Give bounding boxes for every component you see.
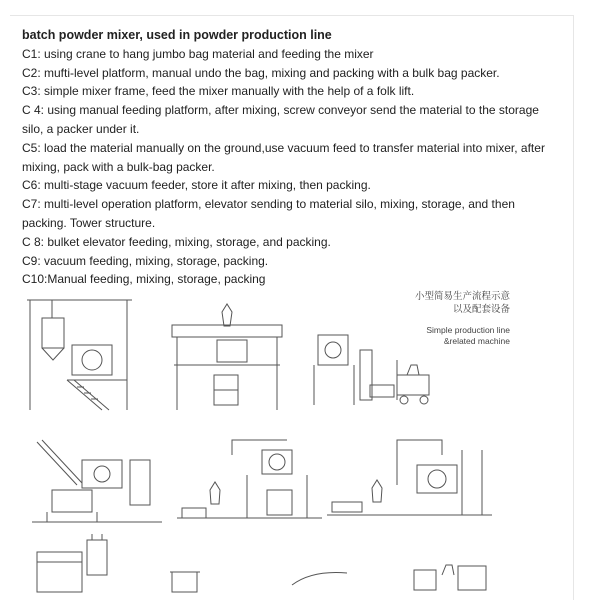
line-c7: C7: multi-level operation platform, elevator sending to material silo, mixing, storage, and then packing. Tower structure. xyxy=(22,197,515,230)
platform-scene xyxy=(172,304,282,410)
top-divider xyxy=(10,15,573,16)
line-c9: C9: vacuum feeding, mixing, storage, packing. xyxy=(22,253,269,268)
caption-cn-line2: 以及配套设备 xyxy=(452,304,510,315)
caption-en-line1: Simple production line xyxy=(426,325,510,335)
line-c8: C 8: bulket elevator feeding, mixing, storage, and packing. xyxy=(22,234,331,249)
caption-english xyxy=(380,325,510,347)
caption-en-line2: &related machine xyxy=(443,336,510,346)
multi-stage-feeder-scene xyxy=(327,440,492,515)
caption-cn-line1: 小型简易生产流程示意 xyxy=(414,291,510,302)
line-c10: C10:Manual feeding, mixing, storage, packing xyxy=(22,272,266,287)
line-c4: C 4: using manual feeding platform, after mixing, screw conveyor send the material to the storage silo, a packer under it. xyxy=(22,103,539,136)
line-c3: C3: simple mixer frame, feed the mixer manually with the help of a folk lift. xyxy=(22,84,415,99)
document-body xyxy=(22,26,557,289)
vacuum-storage-scene xyxy=(292,573,347,586)
manual-feeding-scene xyxy=(414,565,486,590)
screw-conveyor-scene xyxy=(32,440,162,522)
right-divider xyxy=(573,15,574,600)
crane-scene xyxy=(27,300,132,410)
caption-chinese xyxy=(380,290,510,316)
line-c1: C1: using crane to hang jumbo bag material and feeding the mixer xyxy=(22,46,374,61)
tower-structure-scene xyxy=(37,534,107,592)
line-c5: C5: load the material manually on the ground,use vacuum feed to transfer material into mixer, after mixing, pack with a bulk-bag packer. xyxy=(22,140,545,174)
line-c6: C6: multi-stage vacuum feeder, store it after mixing, then packing. xyxy=(22,178,371,193)
document-title: batch powder mixer, used in powder production line xyxy=(22,28,332,42)
bucket-elevator-scene xyxy=(170,572,200,592)
vacuum-feed-scene xyxy=(177,440,322,518)
line-c2: C2: mufti-level platform, manual undo the bag, mixing and packing with a bulk bag packer. xyxy=(22,65,500,80)
